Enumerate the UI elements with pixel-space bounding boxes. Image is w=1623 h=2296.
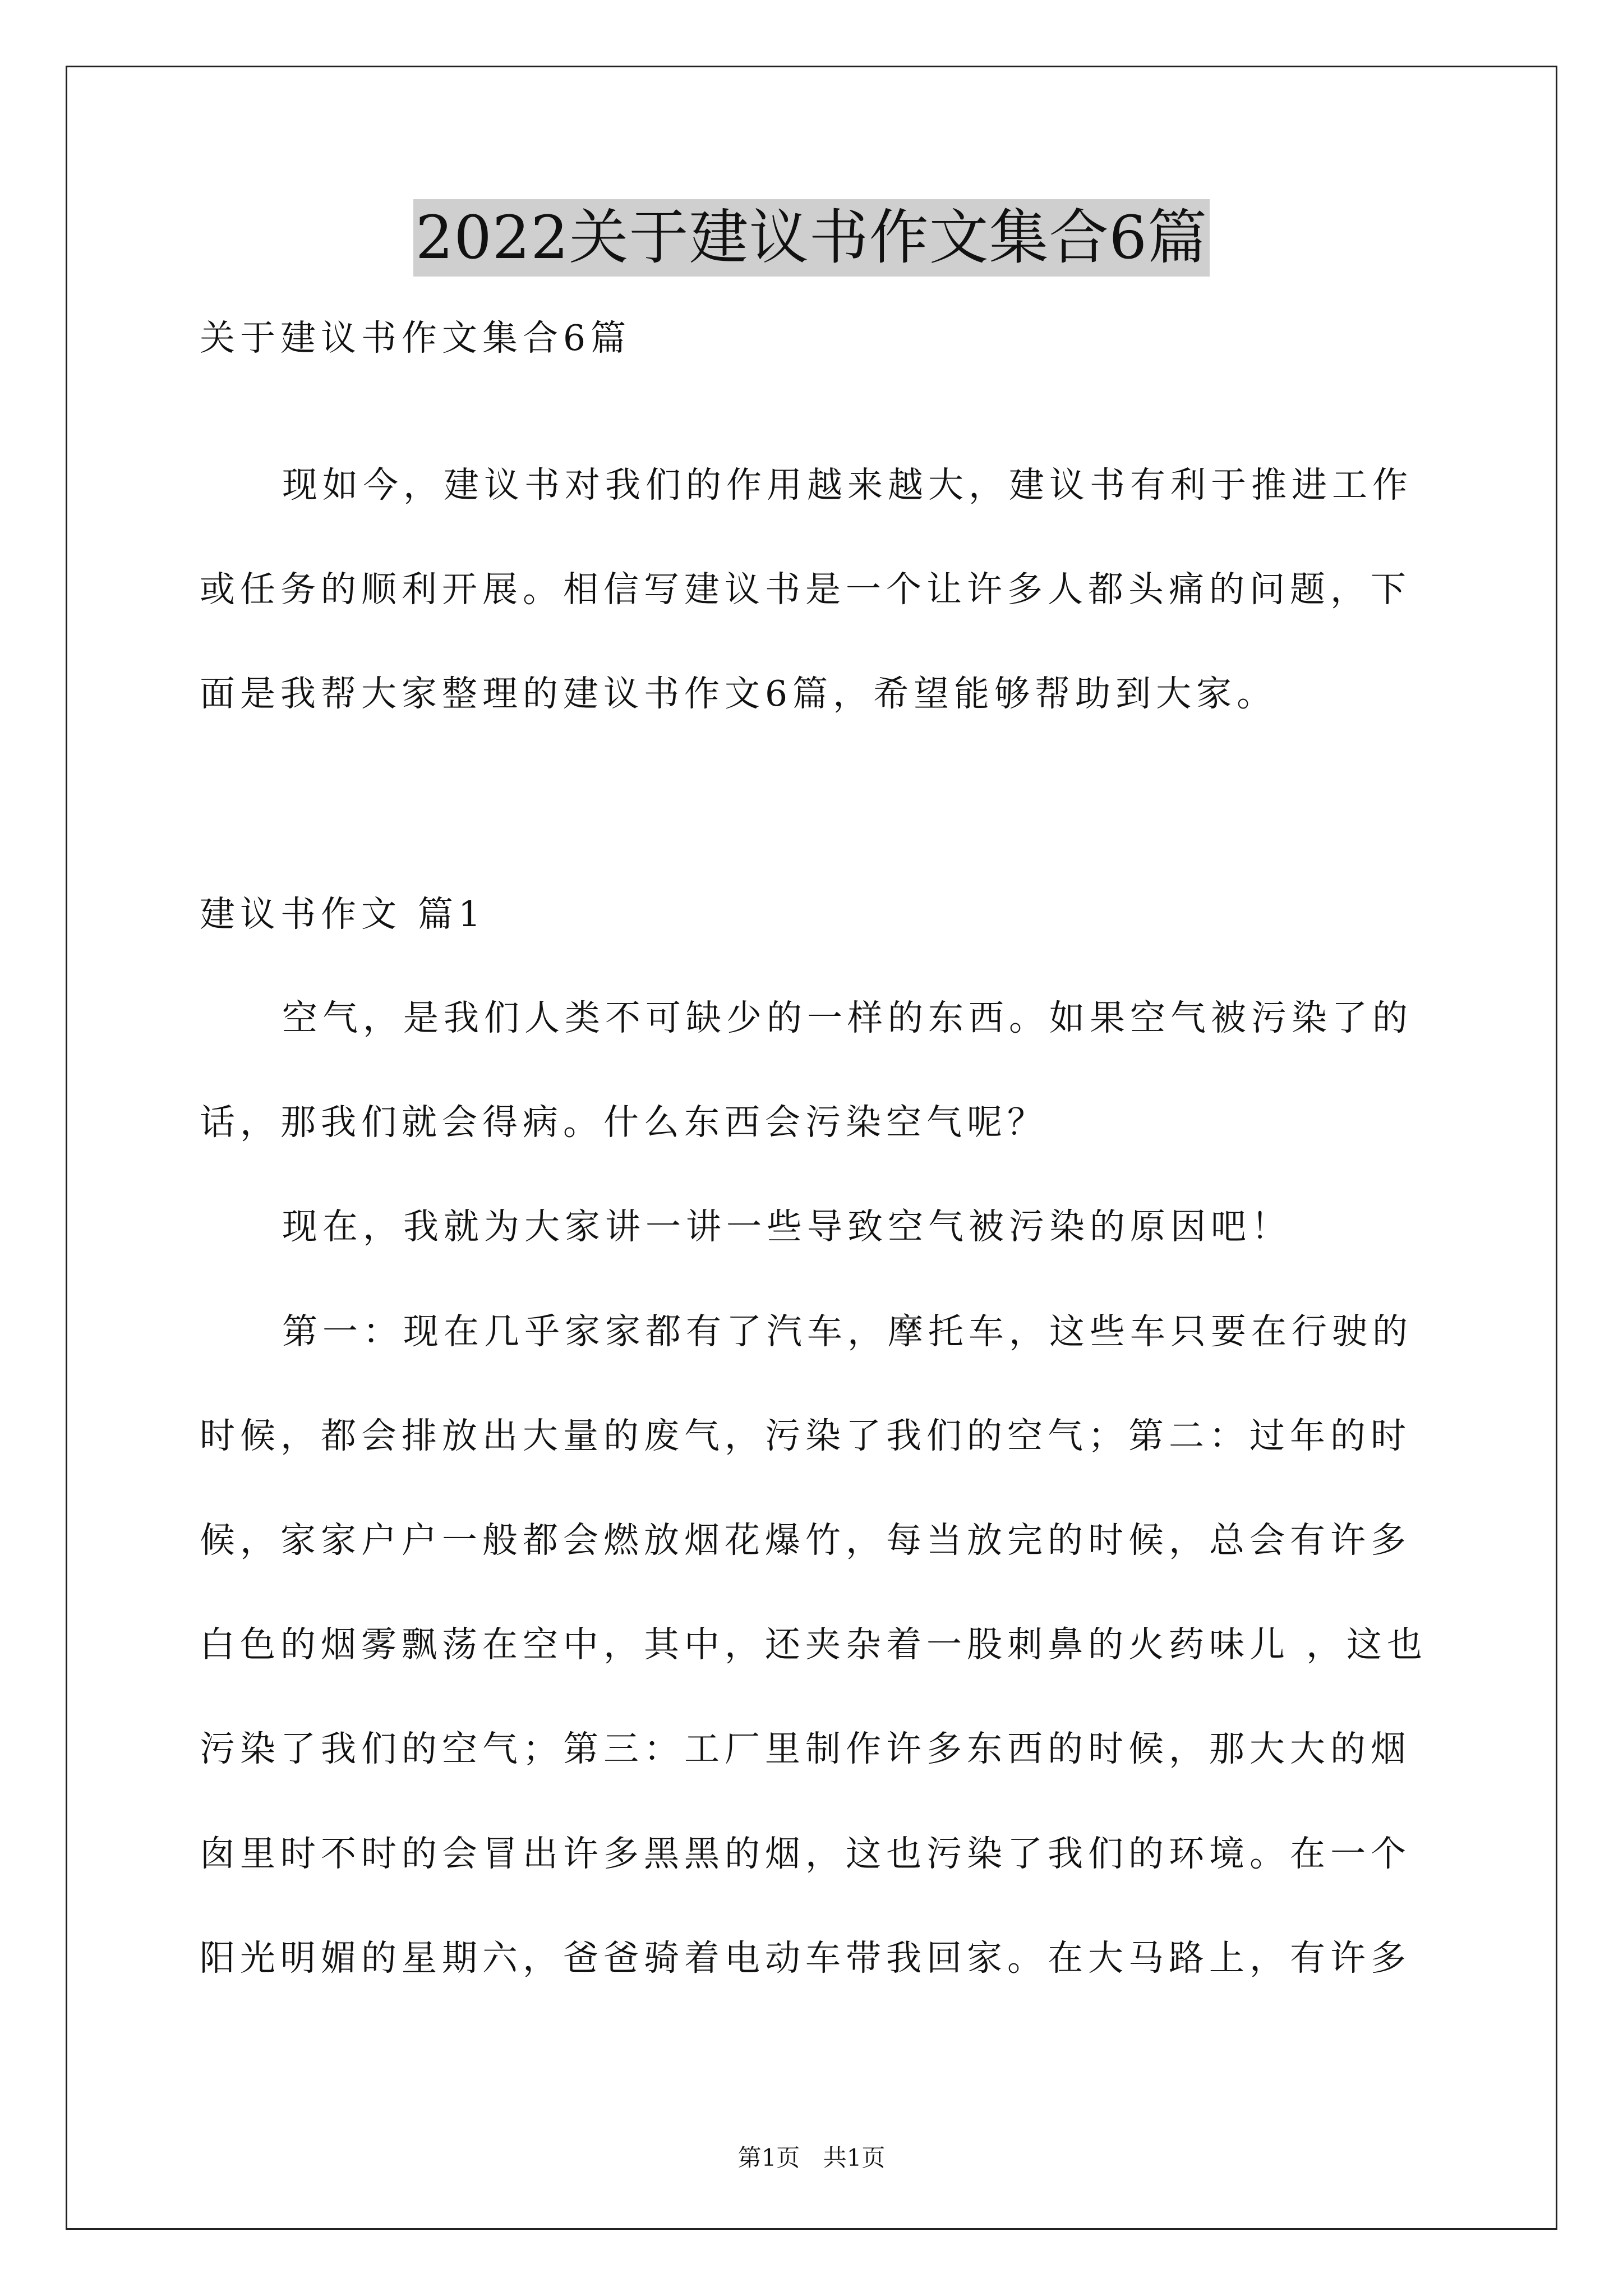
intro-line: 面是我帮大家整理的建议书作文6篇，希望能够帮助到大家。	[200, 673, 1278, 714]
body-line: 时候，都会排放出大量的废气，污染了我们的空气；第二：过年的时	[200, 1415, 1411, 1456]
document-subtitle: 关于建议书作文集合6篇	[200, 318, 631, 358]
body-line: 候，家家户户一般都会燃放烟花爆竹，每当放完的时候，总会有许多	[200, 1520, 1411, 1561]
body-line: 囱里时不时的会冒出许多黑黑的烟，这也污染了我们的环境。在一个	[200, 1833, 1411, 1874]
body-line: 话，那我们就会得病。什么东西会污染空气呢？	[200, 1102, 1048, 1143]
page-number: 第1页	[737, 2144, 800, 2171]
page-border	[66, 66, 1557, 2230]
section-heading: 建议书作文 篇1	[200, 894, 486, 935]
body-line: 第一：现在几乎家家都有了汽车，摩托车，这些车只要在行驶的	[282, 1311, 1413, 1352]
intro-line: 或任务的顺利开展。相信写建议书是一个让许多人都头痛的问题，下	[200, 569, 1411, 610]
body-line: 现在，我就为大家讲一讲一些导致空气被污染的原因吧！	[282, 1206, 1292, 1247]
body-line: 白色的烟雾飘荡在空中，其中，还夹杂着一股刺鼻的火药味儿 ，这也	[200, 1624, 1428, 1665]
page-total: 共1页	[823, 2144, 886, 2171]
title-container	[0, 199, 1623, 277]
document-title: 2022关于建议书作文集合6篇	[413, 199, 1210, 277]
intro-line: 现如今，建议书对我们的作用越来越大，建议书有利于推进工作	[282, 464, 1413, 505]
body-line: 空气，是我们人类不可缺少的一样的东西。如果空气被污染了的	[282, 997, 1413, 1038]
body-line: 污染了我们的空气；第三：工厂里制作许多东西的时候，那大大的烟	[200, 1728, 1411, 1769]
body-line: 阳光明媚的星期六，爸爸骑着电动车带我回家。在大马路上，有许多	[200, 1938, 1411, 1978]
page-footer	[0, 2143, 1623, 2173]
